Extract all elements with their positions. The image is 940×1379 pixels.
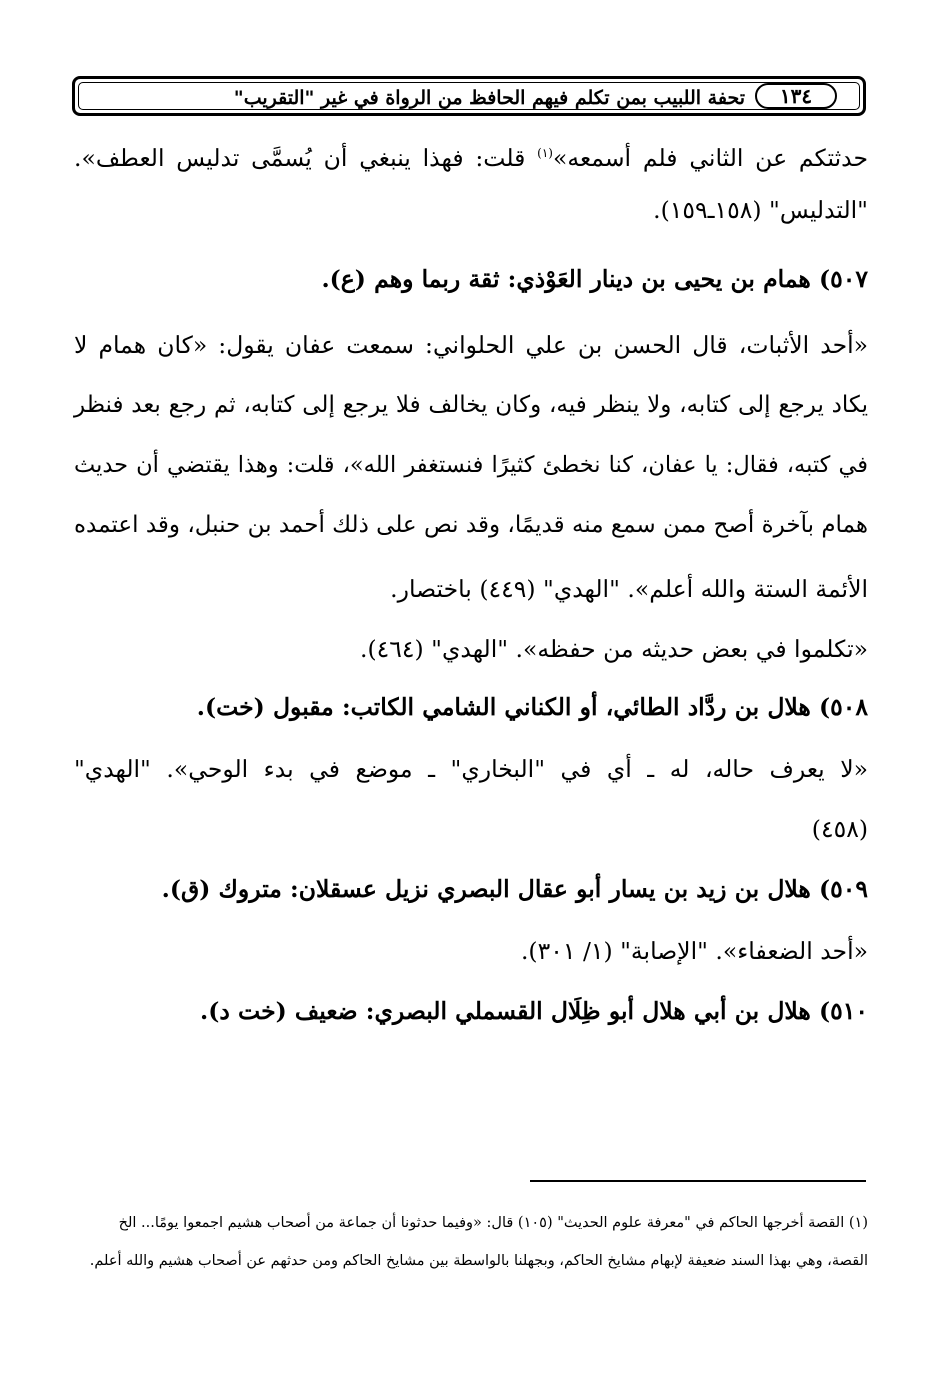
body-line: يكاد يرجع إلى كتابه، ولا ينظر فيه، وكان يخالف فلا يرجع إلى كتابه، ثم رجع بعد فنظر [74,392,868,418]
body-text: حدثتكم عن الثاني فلم أسمعه» [552,143,868,172]
body-line [74,136,868,175]
body-line: «أحد الضعفاء». "الإصابة" (١/ ٣٠١). [520,937,868,965]
entry-heading: ٥١٠) هلال بن أبي هلال أبو ظِلَال القسملي البصري: ضعيف (خت د). [200,997,868,1025]
entry-heading: ٥٠٧) همام بن يحيى بن دينار العَوْذي: ثقة ربما وهم (ع). [321,265,868,293]
body-line: همام بآخرة أصح ممن سمع منه قديمًا، وقد نص على ذلك أحمد بن حنبل، وقد اعتمده [74,512,868,538]
footnote-line: (١) القصة أخرجها الحاكم في "معرفة علوم الحديث" (١٠٥) قال: «وفيما حدثونا أن جماعة من أصحاب هشيم اجمعوا يومًا... الخ [118,1215,868,1231]
body-line: «لا يعرف حاله، له ـ أي في "البخاري" ـ موضع في بدء الوحي». "الهدي" [74,755,868,783]
body-line: في كتبه، فقال: يا عفان، كنا نخطئ كثيرًا فنستغفر الله»، قلت: وهذا يقتضي أن حديث [74,452,868,478]
body-text: قلت: فهذا ينبغي أن يُسمَّى تدليس العطف». [74,143,538,172]
running-title: تحفة اللبيب بمن تكلم فيهم الحافظ من الرواة في غير "التقريب" [233,87,745,109]
entry-heading: ٥٠٨) هلال بن ردَّاد الطائي، أو الكناني الشامي الكاتب: مقبول (خت). [196,693,868,721]
footnote-divider [530,1180,866,1182]
footnote-line: القصة، وهي بهذا السند ضعيفة لإبهام مشايخ الحاكم، وبجهلنا بالواسطة بين مشايخ الحاكم ومن حدثهم عن أصحاب هشيم والله أعلم. [89,1253,868,1269]
page-number: ١٣٤ [755,83,837,109]
body-line: "التدليس" (١٥٨ـ١٥٩). [653,196,868,224]
body-line: (٤٥٨) [811,815,868,843]
body-line: الأئمة الستة والله أعلم». "الهدي" (٤٤٩) باختصار. [390,575,868,603]
footnote-marker: (١) [537,146,553,160]
running-header [72,76,866,116]
body-line: «تكلموا في بعض حديثه من حفظه». "الهدي" (٤٦٤). [360,635,868,663]
body-line: «أحد الأثبات، قال الحسن بن علي الحلواني: سمعت عفان يقول: «كان همام لا [74,331,868,359]
entry-heading: ٥٠٩) هلال بن زيد بن يسار أبو عقال البصري نزيل عسقلان: متروك (ق). [161,875,868,903]
